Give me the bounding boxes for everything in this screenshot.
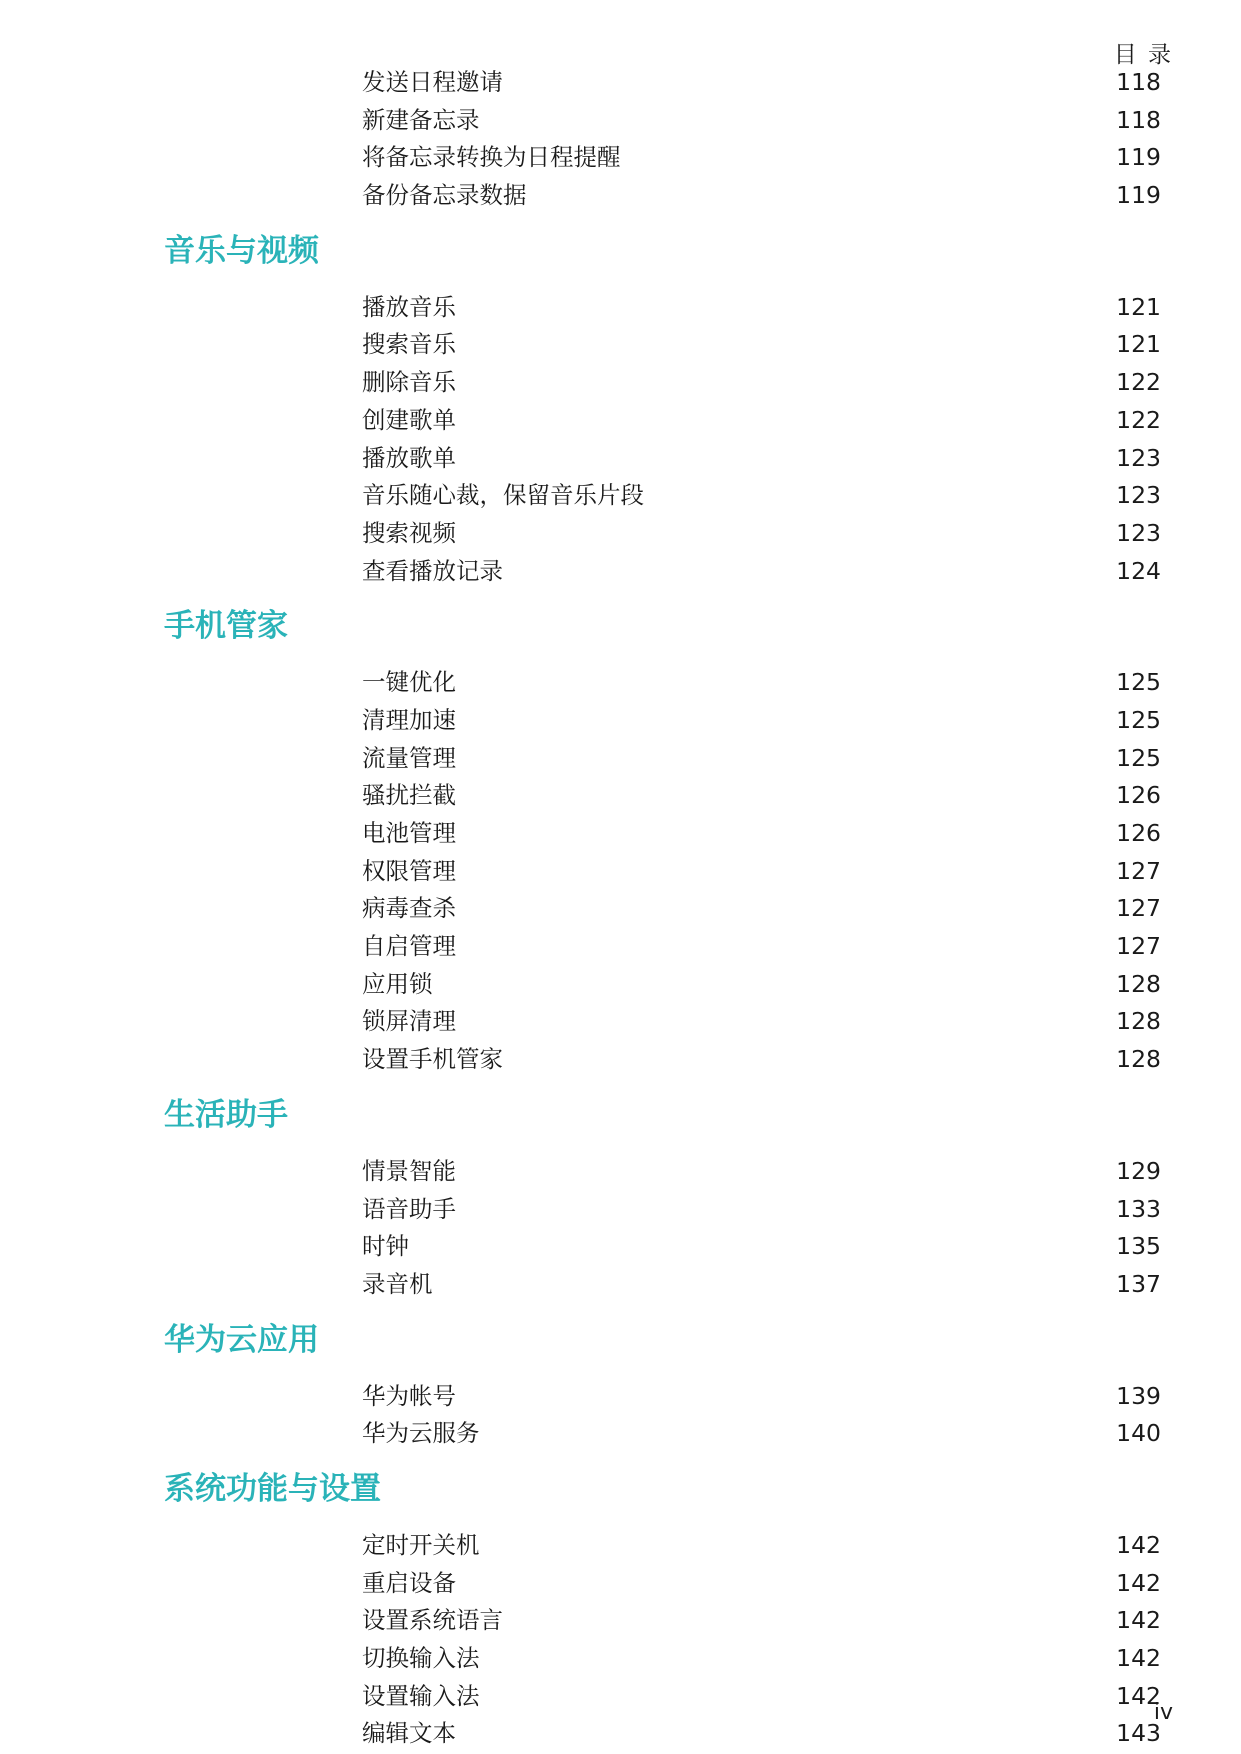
toc-entry[interactable] (0, 815, 1241, 853)
toc-entry[interactable] (0, 326, 1241, 364)
toc-entry[interactable] (0, 1565, 1241, 1603)
toc-entry-page-number[interactable]: 137 (1116, 1269, 1161, 1298)
toc-entry-title[interactable]: 设置手机管家 (362, 1045, 503, 1074)
toc-entry-page-number[interactable]: 143 (1116, 1719, 1161, 1748)
toc-entry-title[interactable]: 情景智能 (362, 1156, 456, 1185)
toc-entry-title[interactable]: 搜索音乐 (362, 330, 456, 359)
toc-entry-page-number[interactable]: 122 (1116, 405, 1161, 434)
toc-entry-title[interactable]: 将备忘录转换为日程提醒 (362, 143, 621, 172)
toc-entry-title[interactable]: 语音助手 (362, 1194, 456, 1223)
toc-entry-page-number[interactable]: 121 (1116, 330, 1161, 359)
toc-entry[interactable] (0, 1527, 1241, 1565)
page-number: iv (1153, 1700, 1173, 1725)
toc-entry-page-number[interactable]: 128 (1116, 969, 1161, 998)
toc-entry[interactable] (0, 966, 1241, 1004)
toc-entry[interactable] (0, 477, 1241, 515)
toc-entry-page-number[interactable]: 118 (1116, 105, 1161, 134)
toc-entry-page-number[interactable]: 118 (1116, 68, 1161, 96)
toc-entry-page-number[interactable]: 124 (1116, 556, 1161, 585)
toc-entry-title[interactable]: 查看播放记录 (362, 556, 503, 585)
toc-section (0, 1095, 1241, 1304)
toc-entry-page-number[interactable]: 127 (1116, 856, 1161, 885)
toc-entry[interactable] (0, 1191, 1241, 1229)
toc-section (0, 1320, 1241, 1453)
toc-entry[interactable] (0, 364, 1241, 402)
toc-entry-page-number[interactable]: 123 (1116, 443, 1161, 472)
toc-entry[interactable] (0, 1266, 1241, 1304)
section-title[interactable]: 华为云应用 (164, 1321, 319, 1358)
toc-entry-page-number[interactable]: 119 (1116, 181, 1161, 210)
section-title[interactable]: 手机管家 (164, 608, 288, 645)
toc-entry-title[interactable]: 华为云服务 (362, 1419, 480, 1448)
toc-entry-page-number[interactable]: 133 (1116, 1194, 1161, 1223)
toc-entry-title[interactable]: 权限管理 (362, 856, 456, 885)
toc-entry-page-number[interactable]: 127 (1116, 932, 1161, 961)
toc-entry[interactable] (0, 553, 1241, 591)
toc-entry-page-number[interactable]: 142 (1116, 1606, 1161, 1635)
toc-entry[interactable] (0, 1041, 1241, 1079)
toc-entry-title[interactable]: 新建备忘录 (362, 105, 480, 134)
toc-entry-title[interactable]: 自启管理 (362, 932, 456, 961)
toc-entry[interactable] (0, 1378, 1241, 1416)
toc-entry-page-number[interactable]: 139 (1116, 1381, 1161, 1410)
toc-entry-title[interactable]: 发送日程邀请 (362, 68, 503, 96)
page-header-label: 目 录 (1113, 42, 1173, 68)
toc-entry-page-number[interactable]: 142 (1116, 1530, 1161, 1559)
toc-entry-title[interactable]: 电池管理 (362, 819, 456, 847)
toc-entry[interactable] (0, 1678, 1241, 1716)
toc-entry[interactable] (0, 740, 1241, 778)
toc-entry-title[interactable]: 播放歌单 (362, 443, 456, 472)
toc-entry-title[interactable]: 备份备忘录数据 (362, 181, 527, 210)
toc-entry-title[interactable]: 录音机 (362, 1269, 433, 1298)
toc-entry-title[interactable]: 编辑文本 (362, 1719, 456, 1748)
toc-entry-page-number[interactable]: 125 (1116, 705, 1161, 734)
toc-entry-page-number[interactable]: 123 (1116, 518, 1161, 547)
toc-entry-page-number[interactable]: 142 (1116, 1568, 1161, 1597)
toc-entry[interactable] (0, 64, 1241, 102)
toc-entry-title[interactable]: 一键优化 (362, 668, 456, 697)
toc-entry-title[interactable]: 设置系统语言 (362, 1606, 503, 1635)
section-title[interactable]: 音乐与视频 (164, 232, 319, 269)
toc-entry-title[interactable]: 创建歌单 (362, 405, 456, 434)
toc-entry[interactable] (0, 102, 1241, 140)
toc-entry-page-number[interactable]: 142 (1116, 1644, 1161, 1672)
toc-entry[interactable] (0, 664, 1241, 702)
toc-entry-title[interactable]: 病毒查杀 (362, 894, 456, 923)
section-title[interactable]: 系统功能与设置 (164, 1470, 381, 1507)
toc-entry[interactable] (0, 853, 1241, 891)
toc-entry-title[interactable]: 时钟 (362, 1232, 409, 1261)
toc-entry[interactable] (0, 1228, 1241, 1266)
toc-entry-title[interactable]: 骚扰拦截 (362, 781, 456, 810)
toc-entry[interactable] (0, 1640, 1241, 1678)
toc-entry-page-number[interactable]: 128 (1116, 1045, 1161, 1074)
toc-entry[interactable] (0, 1153, 1241, 1191)
toc-entry-page-number[interactable]: 123 (1116, 481, 1161, 510)
toc-entry[interactable] (0, 1415, 1241, 1453)
toc-entry-page-number[interactable]: 126 (1116, 819, 1161, 847)
toc-section (0, 231, 1241, 591)
toc-entry-title[interactable]: 流量管理 (362, 743, 456, 772)
toc-entry[interactable] (0, 1003, 1241, 1041)
toc-entry[interactable] (0, 777, 1241, 815)
toc-entry[interactable] (0, 1715, 1241, 1753)
toc-section (0, 606, 1241, 1079)
toc-entry[interactable] (0, 440, 1241, 478)
toc-entry[interactable] (0, 289, 1241, 327)
toc-section (0, 1469, 1241, 1753)
toc-entry[interactable] (0, 139, 1241, 177)
toc-entry-page-number[interactable]: 127 (1116, 894, 1161, 923)
toc-entry-title[interactable]: 清理加速 (362, 705, 456, 734)
toc-entry[interactable] (0, 928, 1241, 966)
toc-entry[interactable] (0, 1602, 1241, 1640)
toc-entry-page-number[interactable]: 125 (1116, 668, 1161, 697)
toc-entry-title[interactable]: 定时开关机 (362, 1530, 480, 1559)
toc-entry[interactable] (0, 890, 1241, 928)
toc-entry-title[interactable]: 重启设备 (362, 1568, 456, 1597)
toc-entry-title[interactable]: 设置输入法 (362, 1681, 480, 1710)
toc-entry-page-number[interactable]: 142 (1116, 1681, 1161, 1710)
toc-entry-page-number[interactable]: 128 (1116, 1007, 1161, 1036)
toc-entry-title[interactable]: 删除音乐 (362, 368, 456, 397)
section-title[interactable]: 生活助手 (164, 1096, 288, 1133)
toc-entry-page-number[interactable]: 125 (1116, 743, 1161, 772)
toc-entry-title[interactable]: 锁屏清理 (362, 1007, 456, 1036)
toc-entry-title[interactable]: 华为帐号 (362, 1381, 456, 1410)
toc-entry[interactable] (0, 177, 1241, 215)
toc-section (0, 64, 1241, 215)
toc-entry-page-number[interactable]: 126 (1116, 781, 1161, 810)
toc-entry[interactable] (0, 402, 1241, 440)
toc-entry-title[interactable]: 搜索视频 (362, 518, 456, 547)
toc-entry-page-number[interactable]: 119 (1116, 143, 1161, 172)
toc-entry[interactable] (0, 702, 1241, 740)
toc-entry-title[interactable]: 切换输入法 (362, 1644, 480, 1672)
table-of-contents (0, 64, 1241, 1753)
toc-entry-title[interactable]: 音乐随心裁，保留音乐片段 (362, 481, 644, 510)
toc-entry[interactable] (0, 515, 1241, 553)
toc-entry-title[interactable]: 播放音乐 (362, 292, 456, 321)
toc-entry-page-number[interactable]: 135 (1116, 1232, 1161, 1261)
toc-entry-page-number[interactable]: 140 (1116, 1419, 1161, 1448)
toc-entry-page-number[interactable]: 121 (1116, 292, 1161, 321)
toc-entry-page-number[interactable]: 122 (1116, 368, 1161, 397)
toc-entry-page-number[interactable]: 129 (1116, 1156, 1161, 1185)
toc-entry-title[interactable]: 应用锁 (362, 969, 433, 998)
